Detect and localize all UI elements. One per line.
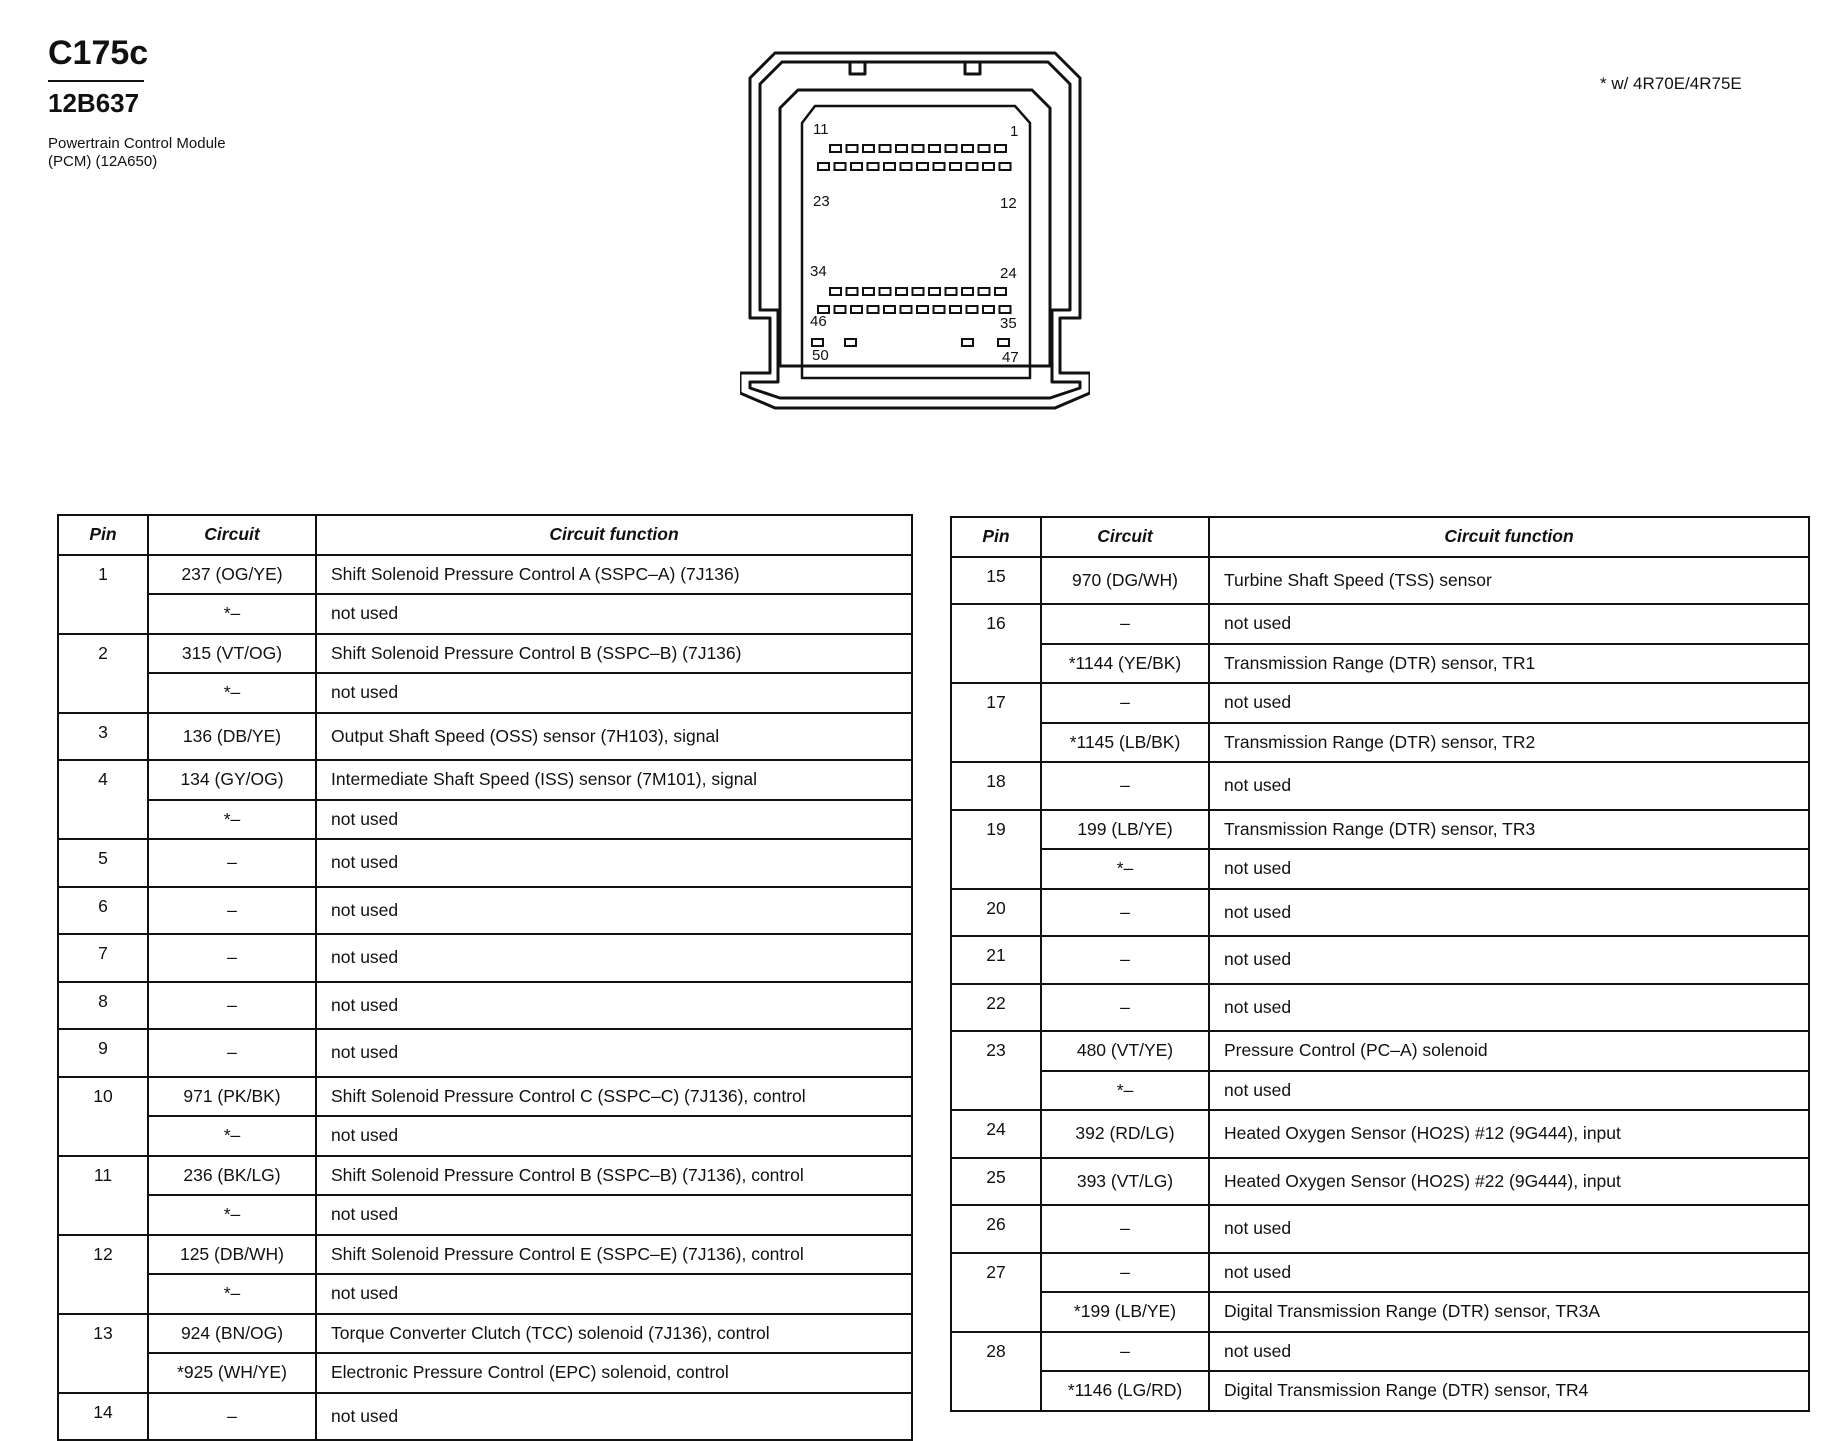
table-row <box>951 604 1809 644</box>
pin-number: 4 <box>58 760 148 839</box>
pin-cavity <box>946 145 957 152</box>
connector-drawing <box>740 48 1090 418</box>
pin-number: 9 <box>58 1029 148 1077</box>
table-row <box>58 1314 912 1354</box>
circuit-function: not used <box>316 982 912 1030</box>
table-row <box>58 1393 912 1441</box>
circuit-function: Torque Converter Clutch (TCC) solenoid (7J136), control <box>316 1314 912 1354</box>
pin-cavity <box>851 163 862 170</box>
circuit-code: *1146 (LG/RD) <box>1041 1371 1209 1411</box>
pin-number-label: 23 <box>813 193 830 210</box>
table-row <box>58 1029 912 1077</box>
pin-number: 7 <box>58 934 148 982</box>
pin-cavity <box>812 339 823 346</box>
pin-cavity <box>995 288 1006 295</box>
circuit-function: Shift Solenoid Pressure Control B (SSPC–B) (7J136) <box>316 634 912 674</box>
circuit-code: – <box>1041 1253 1209 1293</box>
circuit-code: *– <box>148 1116 316 1156</box>
circuit-function: Heated Oxygen Sensor (HO2S) #12 (9G444), input <box>1209 1110 1809 1158</box>
circuit-function: not used <box>1209 984 1809 1032</box>
circuit-function: not used <box>316 887 912 935</box>
pin-number-label: 34 <box>810 263 827 280</box>
pin-cavity <box>913 145 924 152</box>
pin-cavity <box>998 339 1009 346</box>
pin-cavity <box>962 145 973 152</box>
circuit-function: not used <box>1209 1332 1809 1372</box>
circuit-function: not used <box>1209 1071 1809 1111</box>
table-row <box>951 723 1809 763</box>
circuit-code: – <box>148 934 316 982</box>
connector-face-diagram <box>740 48 1090 418</box>
pin-number: 1 <box>58 555 148 634</box>
pin-number: 22 <box>951 984 1041 1032</box>
pin-cavity <box>967 163 978 170</box>
circuit-code: 136 (DB/YE) <box>148 713 316 761</box>
pinout-table-right <box>950 516 1810 1412</box>
table-row <box>58 1156 912 1196</box>
table-row <box>951 1110 1809 1158</box>
circuit-function: Turbine Shaft Speed (TSS) sensor <box>1209 557 1809 605</box>
circuit-function: not used <box>1209 889 1809 937</box>
pin-cavity <box>845 339 856 346</box>
pinout-table-left <box>57 514 913 1441</box>
table-row <box>58 1077 912 1117</box>
circuit-function: not used <box>1209 683 1809 723</box>
circuit-code: *925 (WH/YE) <box>148 1353 316 1393</box>
table-row <box>951 557 1809 605</box>
title-underline <box>48 80 144 82</box>
pin-cavity <box>835 163 846 170</box>
table-row <box>951 1371 1809 1411</box>
circuit-function: Digital Transmission Range (DTR) sensor, TR4 <box>1209 1371 1809 1411</box>
pin-cavity <box>934 163 945 170</box>
table-row <box>951 1292 1809 1332</box>
pin-number: 23 <box>951 1031 1041 1110</box>
pin-number: 13 <box>58 1314 148 1393</box>
circuit-code: *– <box>1041 849 1209 889</box>
pin-number: 26 <box>951 1205 1041 1253</box>
circuit-code: 970 (DG/WH) <box>1041 557 1209 605</box>
pin-number: 25 <box>951 1158 1041 1206</box>
circuit-code: *– <box>148 800 316 840</box>
pin-cavity <box>863 288 874 295</box>
table-row <box>58 1195 912 1235</box>
pin-number-label: 1 <box>1010 123 1019 140</box>
variant-note: * w/ 4R70E/4R75E <box>1600 74 1742 93</box>
circuit-function: not used <box>316 1029 912 1077</box>
pin-cavity <box>962 288 973 295</box>
pin-number: 10 <box>58 1077 148 1156</box>
header-pin: Pin <box>58 515 148 555</box>
circuit-code: – <box>148 982 316 1030</box>
circuit-code: *– <box>1041 1071 1209 1111</box>
circuit-code: *– <box>148 1274 316 1314</box>
pin-cavity <box>967 306 978 313</box>
table-header-row <box>58 515 912 555</box>
pin-cavity <box>896 288 907 295</box>
circuit-code: 199 (LB/YE) <box>1041 810 1209 850</box>
table-row <box>58 673 912 713</box>
header-pin: Pin <box>951 517 1041 557</box>
pin-number: 14 <box>58 1393 148 1441</box>
circuit-function: not used <box>316 934 912 982</box>
circuit-function: Transmission Range (DTR) sensor, TR2 <box>1209 723 1809 763</box>
pin-number: 28 <box>951 1332 1041 1411</box>
table-row <box>58 800 912 840</box>
circuit-code: – <box>1041 604 1209 644</box>
pin-cavity <box>901 306 912 313</box>
circuit-function: not used <box>316 1393 912 1441</box>
pin-number-label: 35 <box>1000 315 1017 332</box>
pin-cavity <box>830 288 841 295</box>
circuit-code: – <box>1041 683 1209 723</box>
pin-cavity <box>929 145 940 152</box>
circuit-function: not used <box>316 594 912 634</box>
pin-number: 8 <box>58 982 148 1030</box>
table-row <box>58 555 912 595</box>
circuit-function: not used <box>1209 1253 1809 1293</box>
pin-number: 3 <box>58 713 148 761</box>
circuit-function: not used <box>316 673 912 713</box>
table-row <box>951 644 1809 684</box>
table-row <box>951 936 1809 984</box>
pin-cavity <box>880 288 891 295</box>
pin-cavity <box>917 163 928 170</box>
pin-cavity <box>896 145 907 152</box>
pin-cavity <box>830 145 841 152</box>
table-row <box>58 594 912 634</box>
pin-cavity <box>818 163 829 170</box>
table-row <box>951 810 1809 850</box>
header-circuit: Circuit <box>148 515 316 555</box>
module-name: Powertrain Control Module (PCM) (12A650) <box>48 135 226 170</box>
circuit-code: 392 (RD/LG) <box>1041 1110 1209 1158</box>
pin-cavity <box>901 163 912 170</box>
table-row <box>58 934 912 982</box>
pin-cavity <box>847 145 858 152</box>
circuit-code: 480 (VT/YE) <box>1041 1031 1209 1071</box>
circuit-function: Pressure Control (PC–A) solenoid <box>1209 1031 1809 1071</box>
pin-cavity <box>950 306 961 313</box>
pin-number: 11 <box>58 1156 148 1235</box>
circuit-function: not used <box>1209 762 1809 810</box>
pin-cavity <box>884 306 895 313</box>
table-row <box>58 760 912 800</box>
pin-cavity <box>983 163 994 170</box>
pin-number: 17 <box>951 683 1041 762</box>
circuit-code: 393 (VT/LG) <box>1041 1158 1209 1206</box>
circuit-function: not used <box>316 839 912 887</box>
circuit-code: *1144 (YE/BK) <box>1041 644 1209 684</box>
circuit-function: Transmission Range (DTR) sensor, TR1 <box>1209 644 1809 684</box>
table-row <box>951 1332 1809 1372</box>
pin-number: 2 <box>58 634 148 713</box>
circuit-function: Electronic Pressure Control (EPC) solenoid, control <box>316 1353 912 1393</box>
pin-cavity <box>884 163 895 170</box>
table-row <box>58 1116 912 1156</box>
circuit-code: – <box>148 839 316 887</box>
circuit-function: not used <box>316 1116 912 1156</box>
circuit-code: 237 (OG/YE) <box>148 555 316 595</box>
circuit-code: – <box>1041 762 1209 810</box>
table-row <box>951 889 1809 937</box>
circuit-function: Shift Solenoid Pressure Control B (SSPC–B) (7J136), control <box>316 1156 912 1196</box>
pin-number-label: 46 <box>810 313 827 330</box>
table-row <box>58 713 912 761</box>
circuit-function: not used <box>316 1274 912 1314</box>
pin-cavity <box>851 306 862 313</box>
table-header-row <box>951 517 1809 557</box>
pin-number: 18 <box>951 762 1041 810</box>
table-row <box>951 1031 1809 1071</box>
circuit-code: – <box>1041 1205 1209 1253</box>
circuit-function: Digital Transmission Range (DTR) sensor, TR3A <box>1209 1292 1809 1332</box>
table-row <box>951 1158 1809 1206</box>
pin-cavity <box>917 306 928 313</box>
circuit-code: *– <box>148 1195 316 1235</box>
circuit-function: not used <box>1209 936 1809 984</box>
pin-cavity <box>950 163 961 170</box>
table-row <box>951 984 1809 1032</box>
circuit-code: *– <box>148 594 316 634</box>
table-row <box>58 887 912 935</box>
circuit-code: 125 (DB/WH) <box>148 1235 316 1275</box>
pin-cavity <box>913 288 924 295</box>
circuit-code: – <box>1041 936 1209 984</box>
circuit-function: Intermediate Shaft Speed (ISS) sensor (7M101), signal <box>316 760 912 800</box>
connector-id: C175c <box>48 34 149 72</box>
circuit-function: Shift Solenoid Pressure Control A (SSPC–A) (7J136) <box>316 555 912 595</box>
circuit-code: 315 (VT/OG) <box>148 634 316 674</box>
circuit-code: *– <box>148 673 316 713</box>
table-row <box>951 1205 1809 1253</box>
circuit-function: not used <box>1209 1205 1809 1253</box>
header-function: Circuit function <box>1209 517 1809 557</box>
circuit-function: not used <box>1209 604 1809 644</box>
pin-cavity <box>868 163 879 170</box>
pin-cavity <box>818 306 829 313</box>
circuit-function: not used <box>316 800 912 840</box>
pin-number: 21 <box>951 936 1041 984</box>
circuit-code: 924 (BN/OG) <box>148 1314 316 1354</box>
pin-cavity <box>1000 306 1011 313</box>
pin-cavity <box>929 288 940 295</box>
pin-cavity <box>983 306 994 313</box>
pin-number-label: 12 <box>1000 195 1017 212</box>
circuit-code: – <box>1041 889 1209 937</box>
pin-cavity <box>880 145 891 152</box>
pin-number: 20 <box>951 889 1041 937</box>
circuit-code: 134 (GY/OG) <box>148 760 316 800</box>
pin-cavity <box>946 288 957 295</box>
pin-cavity <box>868 306 879 313</box>
pin-number: 27 <box>951 1253 1041 1332</box>
table-row <box>951 1253 1809 1293</box>
pin-cavity <box>979 145 990 152</box>
table-row <box>58 839 912 887</box>
pin-cavity <box>934 306 945 313</box>
pin-number: 5 <box>58 839 148 887</box>
circuit-code: *199 (LB/YE) <box>1041 1292 1209 1332</box>
pin-cavity <box>995 145 1006 152</box>
circuit-code: – <box>148 1029 316 1077</box>
pin-cavity <box>962 339 973 346</box>
table-row <box>951 1071 1809 1111</box>
circuit-function: not used <box>316 1195 912 1235</box>
pin-cavity <box>1000 163 1011 170</box>
pin-number-label: 11 <box>813 121 829 138</box>
table-row <box>58 1274 912 1314</box>
pin-number: 19 <box>951 810 1041 889</box>
pin-number: 24 <box>951 1110 1041 1158</box>
circuit-code: 971 (PK/BK) <box>148 1077 316 1117</box>
header-function: Circuit function <box>316 515 912 555</box>
pin-cavity <box>847 288 858 295</box>
table-row <box>951 762 1809 810</box>
pin-number: 6 <box>58 887 148 935</box>
pin-number-label: 50 <box>812 347 829 364</box>
table-row <box>58 1353 912 1393</box>
table-row <box>951 849 1809 889</box>
circuit-function: Shift Solenoid Pressure Control E (SSPC–E) (7J136), control <box>316 1235 912 1275</box>
circuit-function: Heated Oxygen Sensor (HO2S) #22 (9G444), input <box>1209 1158 1809 1206</box>
pin-number-label: 24 <box>1000 265 1017 282</box>
part-number: 12B637 <box>48 88 140 118</box>
table-row <box>58 634 912 674</box>
pin-cavity <box>979 288 990 295</box>
pin-number: 12 <box>58 1235 148 1314</box>
circuit-code: 236 (BK/LG) <box>148 1156 316 1196</box>
circuit-code: – <box>148 1393 316 1441</box>
pin-number-label: 47 <box>1002 349 1019 366</box>
header-circuit: Circuit <box>1041 517 1209 557</box>
pin-cavity <box>835 306 846 313</box>
pin-number: 16 <box>951 604 1041 683</box>
pin-number: 15 <box>951 557 1041 605</box>
circuit-function: not used <box>1209 849 1809 889</box>
circuit-function: Transmission Range (DTR) sensor, TR3 <box>1209 810 1809 850</box>
circuit-code: *1145 (LB/BK) <box>1041 723 1209 763</box>
circuit-code: – <box>148 887 316 935</box>
circuit-code: – <box>1041 984 1209 1032</box>
table-row <box>951 683 1809 723</box>
pin-cavity <box>863 145 874 152</box>
circuit-code: – <box>1041 1332 1209 1372</box>
table-row <box>58 1235 912 1275</box>
circuit-function: Shift Solenoid Pressure Control C (SSPC–C) (7J136), control <box>316 1077 912 1117</box>
table-row <box>58 982 912 1030</box>
circuit-function: Output Shaft Speed (OSS) sensor (7H103), signal <box>316 713 912 761</box>
